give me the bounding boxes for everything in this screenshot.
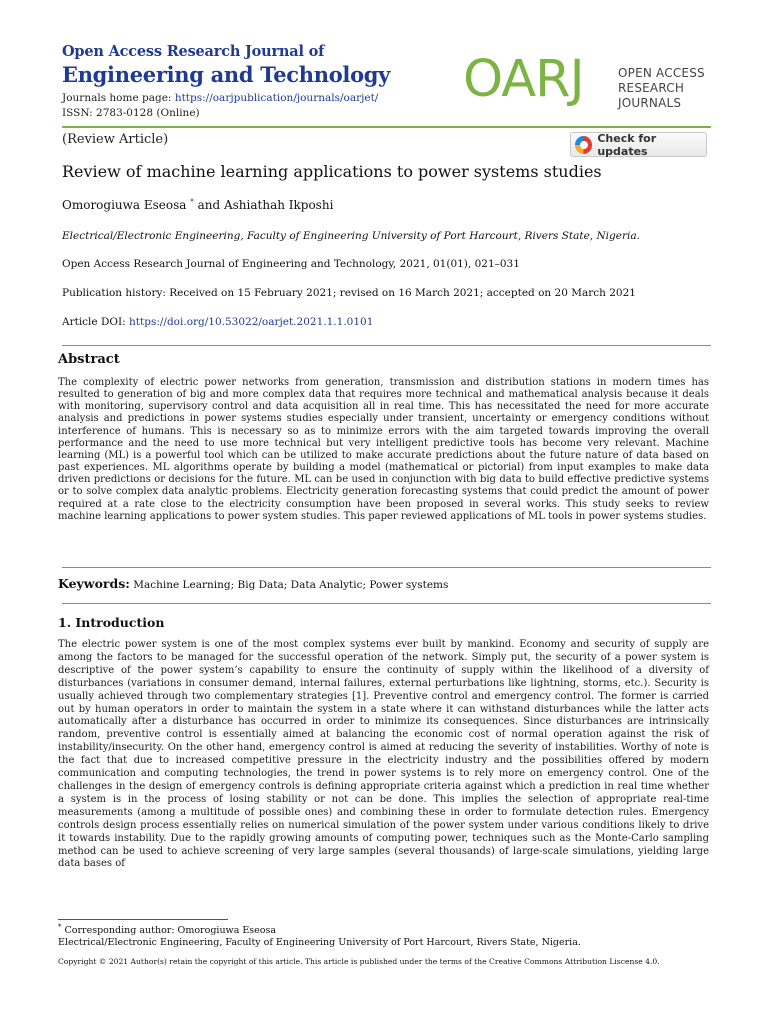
footnote-mark: * — [58, 923, 62, 931]
footnote-affiliation: Electrical/Electronic Engineering, Faculty of Engineering University of Port Harcourt, Rivers State, Nigeria. — [58, 937, 581, 948]
corresponding-author: Corresponding author: Omorogiuwa Eseosa — [61, 925, 277, 937]
doi-link[interactable]: https://doi.org/10.53022/oarjet.2021.1.1.0101 — [129, 316, 374, 328]
logo-text-line3: JOURNALS — [618, 96, 682, 110]
footnote-divider — [58, 919, 228, 920]
citation: Open Access Research Journal of Engineering and Technology, 2021, 01(01), 021–031 — [62, 258, 520, 270]
issn: ISSN: 2783-0128 (Online) — [62, 107, 200, 119]
section-divider — [62, 603, 711, 604]
header-divider — [62, 126, 711, 128]
introduction-text: The electric power system is one of the most complex systems ever built by mankind. Economy and security of supply are among the factors to be managed for the successful operation of the network. Simply put, the security of a power system is descriptive of the power system’s capability to ensure the continuity of supply within the likelihood of a diversity of disturbances (variations in consumer demand, internal failures, external perturbations like lightning, storms, etc.). Security is usually achieved through two complementary strategies [1]. Preventive control and emergency control. The former is carried out by human operators in order to maintain the system in a state where it can withstand disturbances while the latter acts automatically after a disturbance has occurred in order to minimize its consequences. Since disturbances are intrinsically random, preventive control is essentially aimed at balancing the economic cost of normal operation against the risk of instability/insecurity. On the other hand, emergency control is aimed at reducing the severity of instabilities. Worthy of note is the fact that due to increased competitive pressure in the electricity industry and the possibilities offered by modern communication and computing technologies, the trend in power systems is to rely more on emergency control. One of the challenges in the design of emergency controls is defining appropriate criteria against which a prediction in real time whether a system is in the process of losing stability or not can be done. This implies the selection of appropriate real-time measurements (among a multitude of possible ones) and combining these in order to formulate detection rules. Emergency controls design process essentially relies on numerical simulation of the power system under various conditions likely to drive it towards instability. Due to the rapidly growing amounts of computing power, techniques such as the Monte-Carlo sampling method can be used to achieve screening of very large samples (several thousands) of large-scale simulations, yielding large data bases of — [58, 639, 709, 870]
section-divider — [62, 345, 711, 346]
article-type: (Review Article) — [62, 132, 169, 147]
author-list — [62, 198, 333, 212]
journal-name-line1: Open Access Research Journal of — [62, 43, 325, 60]
journal-name-line2: Engineering and Technology — [62, 62, 391, 87]
oarj-logo: OARJ — [463, 50, 584, 109]
check-for-updates-button[interactable] — [570, 132, 707, 157]
publication-history: Publication history: Received on 15 February 2021; revised on 16 March 2021; accepted on 20 March 2021 — [62, 287, 636, 299]
logo-text-line1: OPEN ACCESS — [618, 66, 705, 80]
copyright-notice: Copyright © 2021 Author(s) retain the copyright of this article. This article is published under the terms of the Creative Commons Attribution Liscense 4.0. — [58, 957, 660, 966]
homepage-link[interactable]: https://oarjpublication/journals/oarjet/ — [174, 92, 379, 104]
author-name: and Ashiathah Ikposhi — [193, 198, 334, 212]
keywords — [58, 576, 448, 591]
footnote-corresponding — [58, 923, 276, 936]
author-affiliation: Electrical/Electronic Engineering, Faculty of Engineering University of Port Harcourt, Rivers State, Nigeria. — [62, 230, 640, 242]
abstract-heading: Abstract — [58, 352, 120, 367]
check-updates-label: Check for updates — [597, 131, 657, 158]
section-divider — [62, 567, 711, 568]
introduction-heading: 1. Introduction — [58, 615, 165, 630]
article-title: Review of machine learning applications to power systems studies — [62, 162, 602, 181]
keywords-value: Machine Learning; Big Data; Data Analytic; Power systems — [129, 579, 449, 591]
article-doi — [62, 316, 373, 328]
keywords-label: Keywords: — [58, 576, 130, 591]
corresponding-mark: * — [190, 198, 194, 206]
doi-label: Article DOI: — [62, 316, 130, 328]
author-name: Omorogiuwa Eseosa — [62, 198, 187, 212]
journal-homepage — [62, 92, 378, 104]
logo-text-line2: RESEARCH — [618, 81, 685, 95]
oarj-logo-text — [618, 66, 705, 111]
abstract-text: The complexity of electric power networks from generation, transmission and distribution stations in modern times has resulted to generation of big and more complex data that requires more technical and mathematical analysis because it deals with monitoring, supervisory control and data acquisition all in real time. This has necessitated the need for more accurate analysis and predictions in power systems studies especially under transient, uncertainty or emergency conditions without interference of humans. This is necessary so as to minimize errors with the aim targeted towards improving the overall performance and the need to use more technical but very intelligent predictive tools has become very relevant. Machine learning (ML) is a powerful tool which can be utilized to make accurate predictions about the future nature of data based on past experiences. ML algorithms operate by building a model (mathematical or pictorial) from input examples to make data driven predictions or decisions for the future. ML can be used in conjunction with big data to build effective predictive systems or to solve complex data analytic problems. Electricity generation forecasting systems that could predict the amount of power required at a rate close to the electricity consumption have been proposed in several works. This study seeks to review machine learning applications to power system studies. This paper reviewed applications of ML tools in power systems studies. — [58, 377, 709, 522]
crossmark-icon — [575, 136, 592, 154]
homepage-label: Journals home page: — [62, 92, 175, 104]
